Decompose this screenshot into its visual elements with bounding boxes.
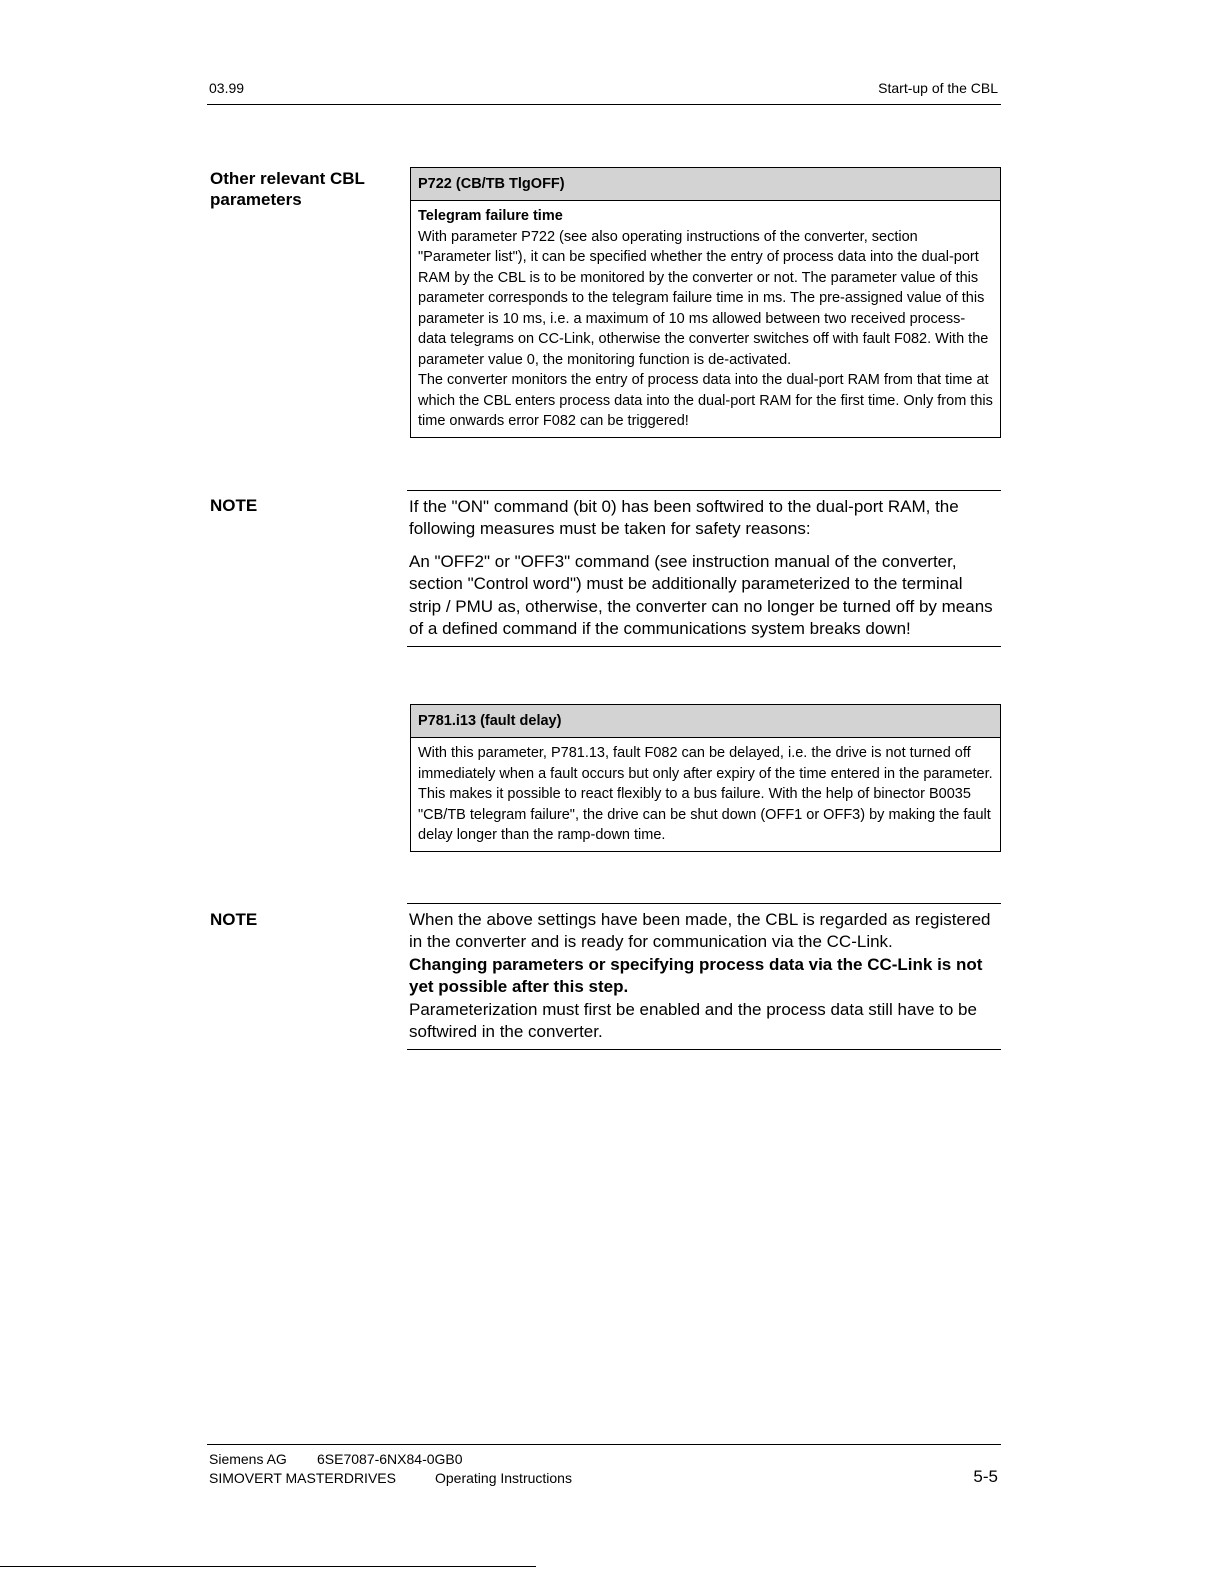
parameter-description: With parameter P722 (see also operating instructions of the converter, section "Parameter list"), it can be specified whether the entry of process data into the dual-port RAM by the CBL is to be monitored by the converter or not. The parameter value of this parameter corresponds to the telegram failure time in ms. The pre-assigned value of this parameter is 10 ms, i.e. a maximum of 10 ms allowed between two received process-data telegrams on CC-Link, otherwise the converter switches off with fault F082. With the parameter value 0, the monitoring function is de-activated. [418, 228, 989, 368]
parameter-box-p781 [410, 704, 1001, 852]
parameter-box-body [411, 201, 1000, 437]
parameter-box-title: P781.i13 (fault delay) [411, 705, 1000, 738]
parameter-description: With this parameter, P781.13, fault F082 can be delayed, i.e. the drive is not turned off immediately when a fault occurs but only after expiry of the time entered in the parameter. [418, 745, 993, 782]
parameter-box-p722 [410, 167, 1001, 438]
note-paragraph: When the above settings have been made, the CBL is regarded as registered in the converter and is ready for communication via the CC-Link. [409, 910, 991, 952]
note-paragraph-bold: Changing parameters or specifying process data via the CC-Link is not yet possible after this step. [409, 954, 983, 997]
page-edge-rule [0, 1566, 536, 1567]
sidebar-label-note-2: NOTE [210, 910, 258, 929]
parameter-description: This makes it possible to react flexibly to a bus failure. With the help of binector B0035 "CB/TB telegram failure", the drive can be shut down (OFF1 or OFF3) by making the fault delay longer than the ramp-down time. [418, 786, 991, 843]
parameter-description: The converter monitors the entry of process data into the dual-port RAM from that time at which the CBL enters process data into the dual-port RAM for the first time. Only from this time onwards error F082 can be triggered! [418, 372, 993, 429]
note-block-1 [407, 490, 1001, 647]
parameter-box-title: P722 (CB/TB TlgOFF) [411, 168, 1000, 201]
sidebar-label-other-params: Other relevant CBL parameters [210, 169, 365, 209]
note-paragraph: If the "ON" command (bit 0) has been softwired to the dual-port RAM, the following measures must be taken for safety reasons: [409, 497, 959, 539]
footer-product: SIMOVERT MASTERDRIVES [209, 1470, 396, 1486]
header-date: 03.99 [209, 80, 245, 96]
header-divider [207, 104, 1001, 105]
page-number: 5-5 [973, 1467, 998, 1486]
parameter-box-subtitle: Telegram failure time [418, 208, 563, 224]
parameter-box-body [411, 738, 1000, 851]
sidebar-label-note-1: NOTE [210, 496, 258, 515]
footer-divider [207, 1444, 1001, 1445]
note-paragraph: Parameterization must first be enabled and the process data still have to be softwired in the converter. [409, 999, 977, 1042]
note-paragraph: An "OFF2" or "OFF3" command (see instruction manual of the converter, section "Control word") must be additionally parameterized to the terminal strip / PMU as, otherwise, the converter can no longer be turned off by means of a defined command if the communications system breaks down! [409, 551, 993, 639]
header-section-title: Start-up of the CBL [878, 80, 998, 96]
note-block-2 [407, 903, 1001, 1050]
footer-doc-type: Operating Instructions [435, 1470, 572, 1486]
footer-company: Siemens AG [209, 1451, 287, 1467]
footer-order-number: 6SE7087-6NX84-0GB0 [317, 1451, 463, 1467]
